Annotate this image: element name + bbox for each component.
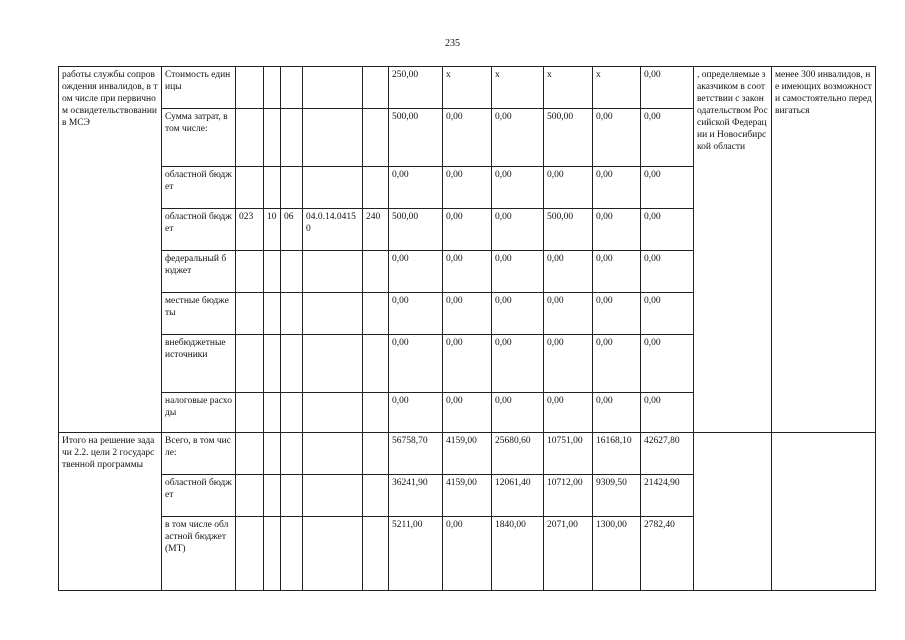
grbs-cell	[236, 475, 264, 517]
value-cell: 0,00	[389, 167, 443, 209]
value-cell: 0,00	[389, 393, 443, 433]
rz-cell	[264, 335, 281, 393]
value-cell: 0,00	[641, 109, 694, 167]
pr-cell	[281, 393, 303, 433]
pr-cell	[281, 293, 303, 335]
rz-cell	[264, 167, 281, 209]
value-cell: 56758,70	[389, 433, 443, 475]
source-name-cell: Стоимость единицы	[162, 67, 236, 109]
csr-cell	[303, 335, 363, 393]
value-cell: 0,00	[443, 293, 492, 335]
value-cell: 0,00	[389, 335, 443, 393]
pr-cell: 06	[281, 209, 303, 251]
value-cell: x	[593, 67, 641, 109]
grbs-cell	[236, 167, 264, 209]
value-cell: 9309,50	[593, 475, 641, 517]
vr-cell	[363, 335, 389, 393]
value-cell: 500,00	[389, 209, 443, 251]
vr-cell	[363, 293, 389, 335]
pr-cell	[281, 109, 303, 167]
value-cell: 1840,00	[492, 517, 544, 591]
value-cell: 0,00	[641, 293, 694, 335]
grbs-cell	[236, 109, 264, 167]
value-cell: 0,00	[492, 251, 544, 293]
csr-cell	[303, 293, 363, 335]
value-cell: 1300,00	[593, 517, 641, 591]
grbs-cell	[236, 393, 264, 433]
source-name-cell: налоговые расходы	[162, 393, 236, 433]
page-number: 235	[445, 38, 460, 49]
value-cell: 0,00	[544, 393, 593, 433]
value-cell: 0,00	[544, 167, 593, 209]
value-cell: 4159,00	[443, 475, 492, 517]
source-name-cell: в том числе областной бюджет (МТ)	[162, 517, 236, 591]
vr-cell	[363, 433, 389, 475]
value-cell: 250,00	[389, 67, 443, 109]
vr-cell	[363, 67, 389, 109]
csr-cell	[303, 393, 363, 433]
value-cell: 10712,00	[544, 475, 593, 517]
grbs-cell	[236, 433, 264, 475]
value-cell: 0,00	[544, 335, 593, 393]
value-cell: 500,00	[389, 109, 443, 167]
csr-cell	[303, 433, 363, 475]
pr-cell	[281, 67, 303, 109]
value-cell: 16168,10	[593, 433, 641, 475]
value-cell: 0,00	[443, 167, 492, 209]
value-cell: 0,00	[593, 167, 641, 209]
source-name-cell: местные бюджеты	[162, 293, 236, 335]
value-cell: 0,00	[443, 251, 492, 293]
rz-cell: 10	[264, 209, 281, 251]
rz-cell	[264, 109, 281, 167]
grbs-cell: 023	[236, 209, 264, 251]
result-cell: менее 300 инвалидов, не имеющих возможности самостоятельно передвигаться	[772, 67, 876, 433]
table-row	[59, 67, 876, 109]
value-cell: 2782,40	[641, 517, 694, 591]
vr-cell	[363, 251, 389, 293]
value-cell: 0,00	[641, 67, 694, 109]
value-cell: 0,00	[593, 209, 641, 251]
value-cell: 0,00	[641, 167, 694, 209]
source-name-cell: областной бюджет	[162, 475, 236, 517]
rz-cell	[264, 293, 281, 335]
vr-cell	[363, 109, 389, 167]
vr-cell	[363, 167, 389, 209]
table-row	[59, 433, 876, 475]
value-cell: 0,00	[544, 251, 593, 293]
value-cell: 0,00	[492, 393, 544, 433]
pr-cell	[281, 167, 303, 209]
value-cell: 25680,60	[492, 433, 544, 475]
value-cell: 0,00	[443, 109, 492, 167]
value-cell: 500,00	[544, 209, 593, 251]
csr-cell: 04.0.14.04150	[303, 209, 363, 251]
value-cell: 0,00	[593, 109, 641, 167]
value-cell: 0,00	[641, 209, 694, 251]
value-cell: 0,00	[641, 251, 694, 293]
result-cell	[772, 433, 876, 591]
rz-cell	[264, 67, 281, 109]
source-name-cell: федеральный бюджет	[162, 251, 236, 293]
source-name-cell: областной бюджет	[162, 209, 236, 251]
csr-cell	[303, 517, 363, 591]
grbs-cell	[236, 251, 264, 293]
source-name-cell: Всего, в том числе:	[162, 433, 236, 475]
pr-cell	[281, 475, 303, 517]
executor-cell: , определяемые заказчиком в соответствии с законодательством Российской Федерации и Новосибирской области	[694, 67, 772, 433]
source-name-cell: областной бюджет	[162, 167, 236, 209]
pr-cell	[281, 335, 303, 393]
value-cell: 0,00	[492, 335, 544, 393]
value-cell: 500,00	[544, 109, 593, 167]
value-cell: 0,00	[492, 109, 544, 167]
value-cell: 36241,90	[389, 475, 443, 517]
event-cell: работы службы сопровождения инвалидов, в том числе при первичном освидетельствовании в МСЭ	[59, 67, 162, 433]
csr-cell	[303, 109, 363, 167]
value-cell: 0,00	[492, 293, 544, 335]
value-cell: 0,00	[593, 393, 641, 433]
value-cell: 0,00	[593, 251, 641, 293]
value-cell: 0,00	[443, 393, 492, 433]
vr-cell	[363, 393, 389, 433]
vr-cell	[363, 475, 389, 517]
value-cell: 10751,00	[544, 433, 593, 475]
pr-cell	[281, 433, 303, 475]
csr-cell	[303, 475, 363, 517]
value-cell: 42627,80	[641, 433, 694, 475]
value-cell: 0,00	[544, 293, 593, 335]
csr-cell	[303, 251, 363, 293]
event-cell: Итого на решение задачи 2.2. цели 2 государственной программы	[59, 433, 162, 591]
pr-cell	[281, 251, 303, 293]
csr-cell	[303, 167, 363, 209]
rz-cell	[264, 393, 281, 433]
grbs-cell	[236, 335, 264, 393]
rz-cell	[264, 251, 281, 293]
value-cell: 12061,40	[492, 475, 544, 517]
value-cell: 0,00	[492, 167, 544, 209]
value-cell: 2071,00	[544, 517, 593, 591]
value-cell: 0,00	[492, 209, 544, 251]
value-cell: 0,00	[641, 335, 694, 393]
value-cell: 0,00	[593, 335, 641, 393]
grbs-cell	[236, 67, 264, 109]
value-cell: 0,00	[641, 393, 694, 433]
pr-cell	[281, 517, 303, 591]
executor-cell	[694, 433, 772, 591]
value-cell: 0,00	[389, 293, 443, 335]
value-cell: x	[544, 67, 593, 109]
vr-cell	[363, 517, 389, 591]
value-cell: x	[443, 67, 492, 109]
budget-table	[58, 66, 876, 591]
grbs-cell	[236, 293, 264, 335]
grbs-cell	[236, 517, 264, 591]
value-cell: 21424,90	[641, 475, 694, 517]
value-cell: 0,00	[443, 209, 492, 251]
value-cell: 0,00	[593, 293, 641, 335]
value-cell: 0,00	[443, 517, 492, 591]
value-cell: x	[492, 67, 544, 109]
value-cell: 5211,00	[389, 517, 443, 591]
value-cell: 4159,00	[443, 433, 492, 475]
rz-cell	[264, 475, 281, 517]
vr-cell: 240	[363, 209, 389, 251]
value-cell: 0,00	[389, 251, 443, 293]
rz-cell	[264, 433, 281, 475]
rz-cell	[264, 517, 281, 591]
source-name-cell: внебюджетные источники	[162, 335, 236, 393]
value-cell: 0,00	[443, 335, 492, 393]
source-name-cell: Сумма затрат, в том числе:	[162, 109, 236, 167]
csr-cell	[303, 67, 363, 109]
